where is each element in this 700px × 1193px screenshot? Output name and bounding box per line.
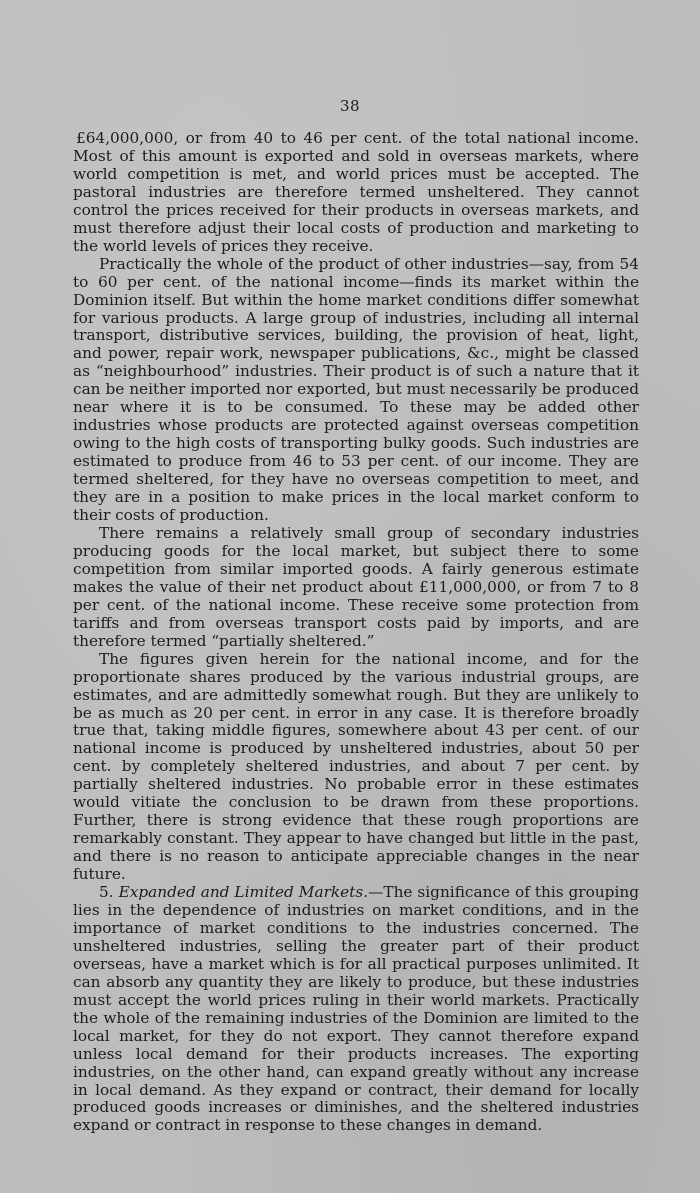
section-heading: Expanded and Limited Markets. [118, 883, 369, 902]
page-body [73, 130, 639, 1135]
section-5-paragraph [73, 884, 639, 1135]
section-number: 5. [99, 883, 114, 902]
page-number: 38 [339, 97, 361, 115]
paragraph-3: There remains a relatively small group of secondary industries producing goods for the local market, but subject there to some competition from similar imported goods. A fairly generous estimate makes the value of their net product about £11,000,000, or from 7 to 8 per cent. of the national income. These receive some protection from tariffs and from overseas transport costs paid by imports, and are therefore termed “partially sheltered.” [73, 523, 639, 650]
paragraph-2: Practically the whole of the product of other industries—say, from 54 to 60 per cent. of the national income—finds its market within the Dominion itself. But within the home market conditions differ somewhat for various products. A large group of industries, including all internal transport, distributive services, building, the provision of heat, light, and power, repair work, newspaper publications, &c., might be classed as “neighbourhood” industries. Their product is of such a nature that it can be neither imported nor exported, but must necessarily be produced near where it is to be consumed. To these may be added other industries whose products are protected against overseas competition owing to the high costs of transporting bulky goods. Such industries are estimated to produce from 46 to 53 per cent. of our income. They are termed sheltered, for they have no overseas competition to meet, and they are in a position to make prices in the local market conform to their costs of production. [73, 254, 639, 525]
section-body: —The significance of this grouping lies in the dependence of industries on market conditions, and in the importance of market conditions to the industries concerned. The unsheltered industries, selling the greater part of their product overseas, have a market which is for all practical purposes unlimited. It can absorb any quantity they are likely to produce, but these industries must accept the world prices ruling in their world markets. Practically the whole of the remaining industries of the Dominion are limited to the local market, for they do not export. They cannot therefore expand unless local demand for their products increases. The exporting industries, on the other hand, can expand greatly without any increase in local demand. As they expand or contract, their demand for locally produced goods increases or diminishes, and the sheltered industries expand or contract in response to these changes in demand. [73, 883, 639, 1135]
paragraph-1: £64,000,000, or from 40 to 46 per cent. of the total national income. Most of this amount is exported and sold in overseas markets, where world competition is met, and world prices must be accepted. The pastoral industries are therefore termed unsheltered. They cannot control the prices received for their products in overseas markets, and must therefore adjust their local costs of production and marketing to the world levels of prices they receive. [73, 129, 639, 255]
paragraph-4: The figures given herein for the national income, and for the proportionate shares produced by the various industrial groups, are estimates, and are admittedly somewhat rough. But they are unlikely to be as much as 20 per cent. in error in any case. It is therefore broadly true that, taking middle figures, somewhere about 43 per cent. of our national income is produced by unsheltered industries, about 50 per cent. by completely sheltered industries, and about 7 per cent. by partially sheltered industries. No probable error in these estimates would vitiate the conclusion to be drawn from these proportions. Further, there is strong evidence that these rough proportions are remarkably constant. They appear to have changed but little in the past, and there is no reason to anticipate appreciable changes in the near future. [73, 649, 639, 884]
